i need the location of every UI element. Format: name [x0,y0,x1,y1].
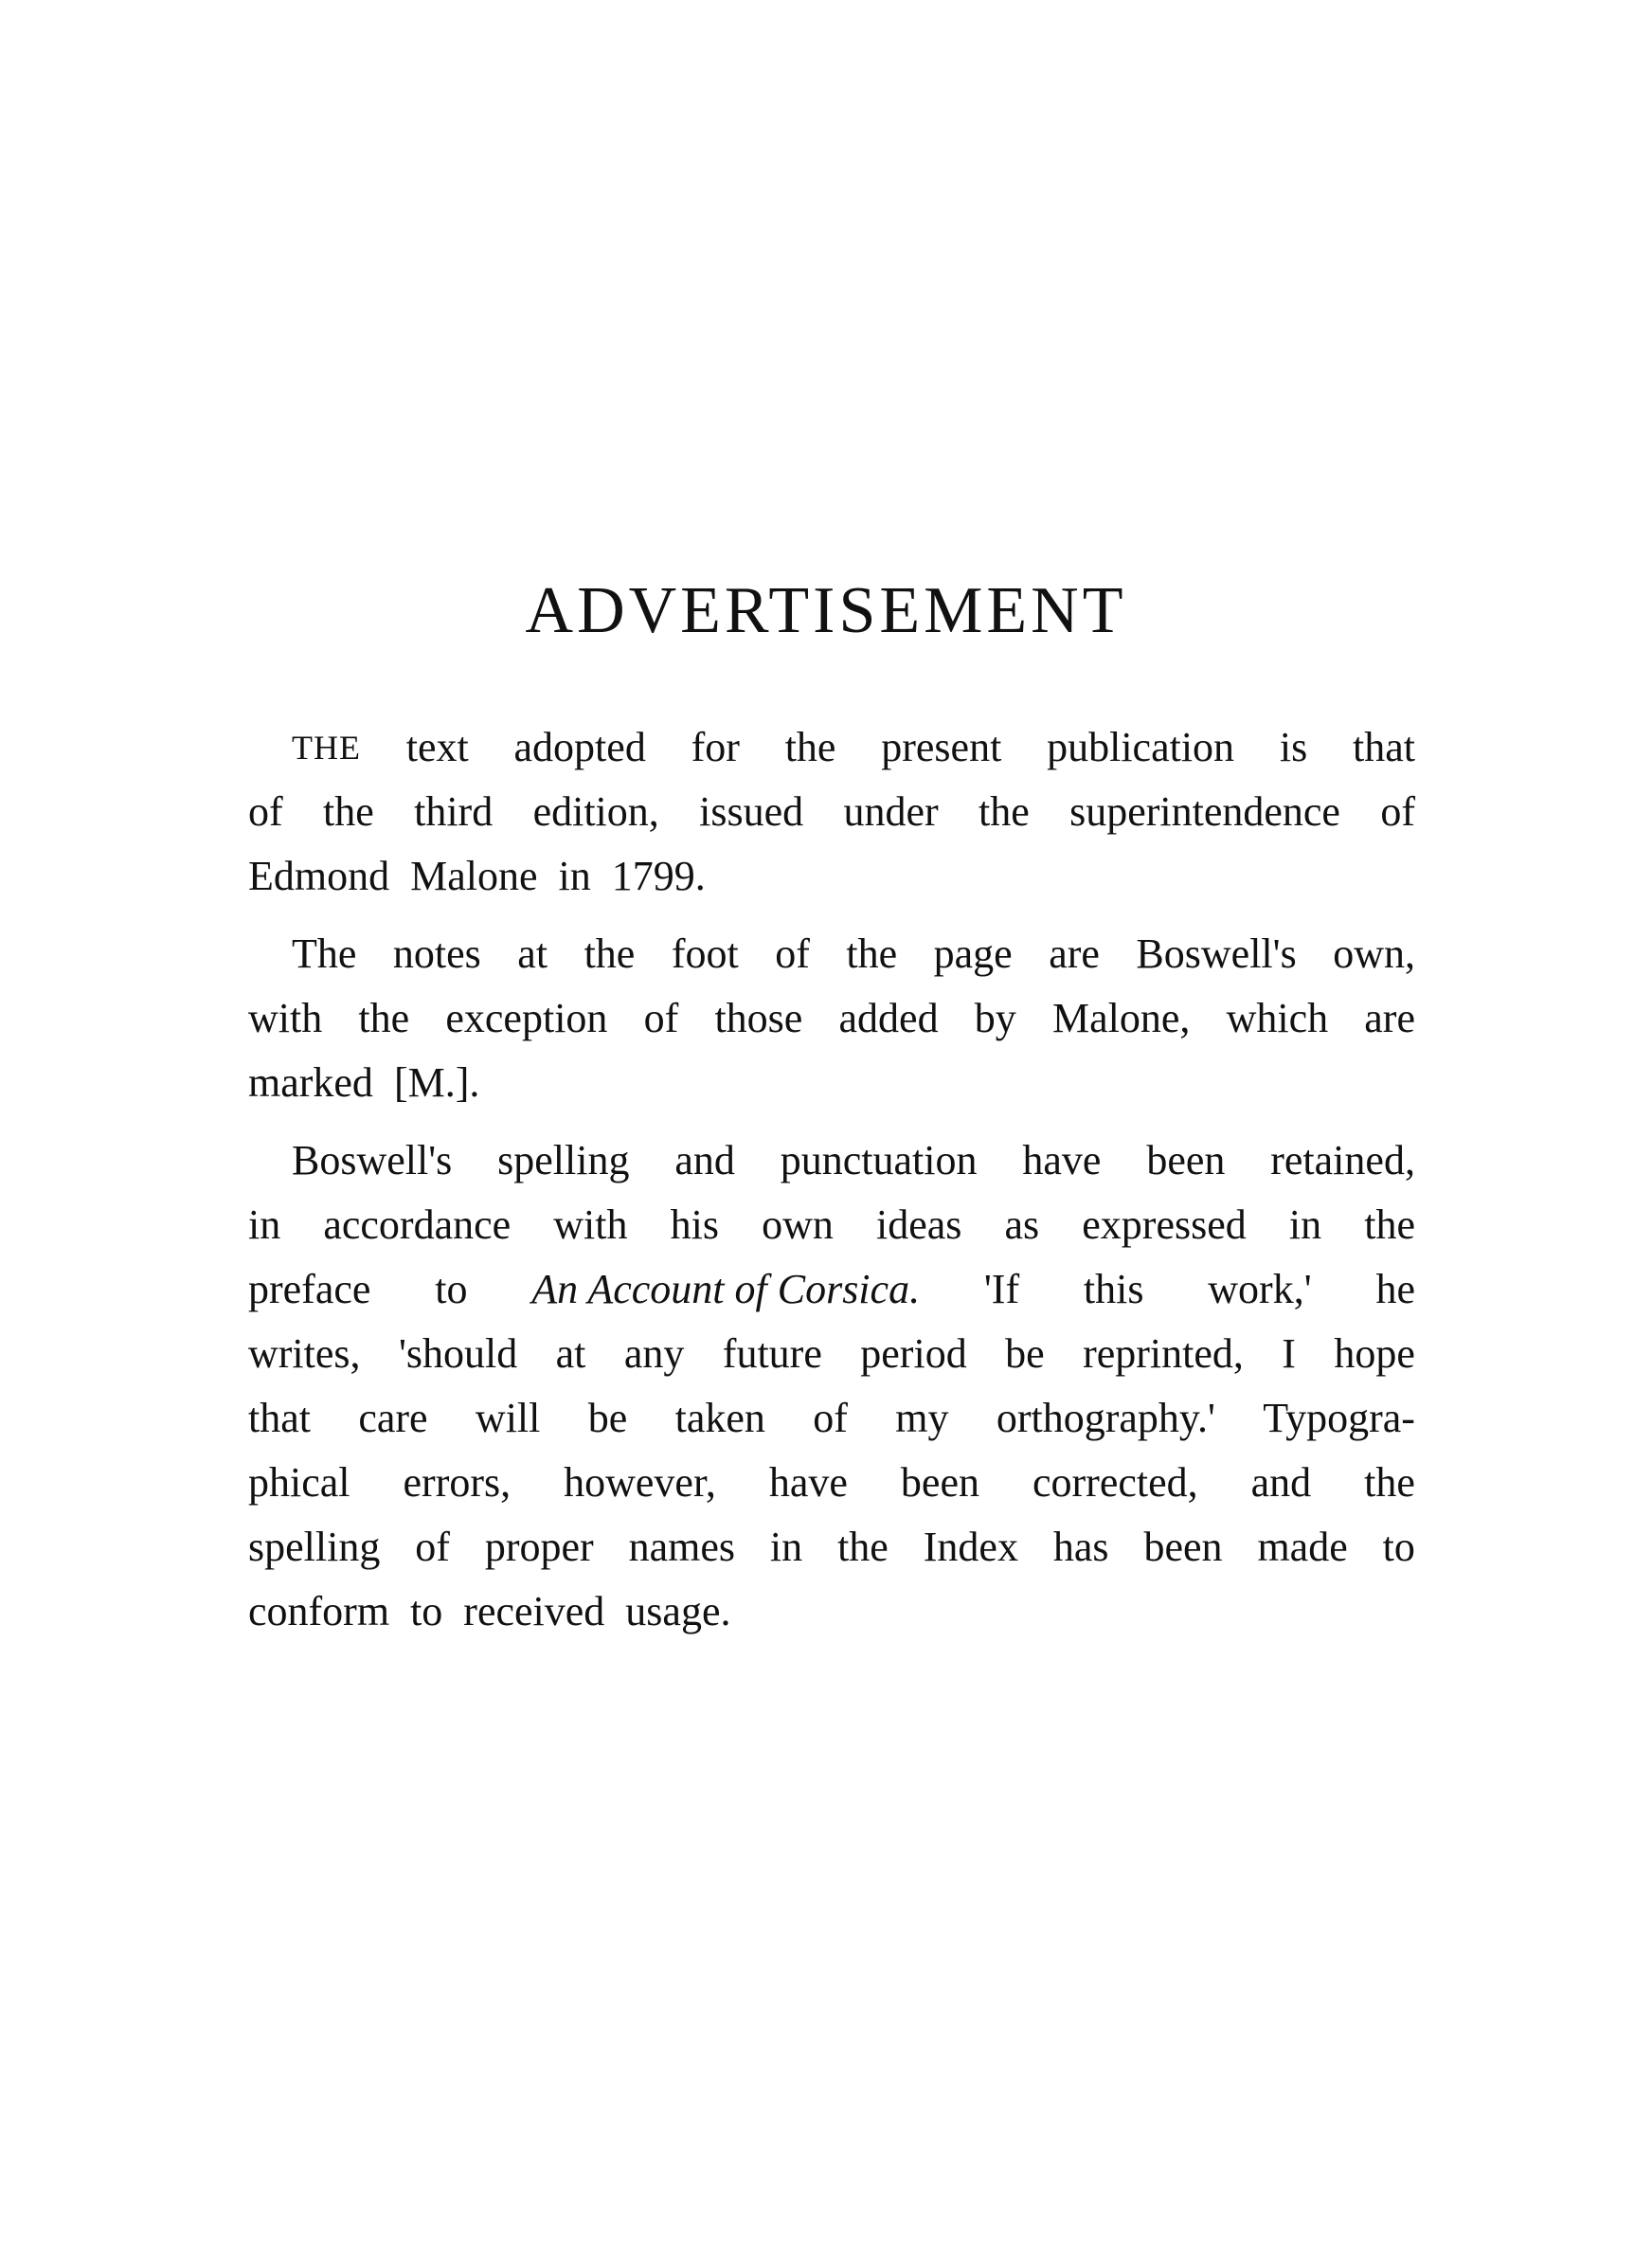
word: received [463,1588,605,1634]
word: of [643,995,679,1041]
word: 'should [398,1330,518,1377]
word: Typogra- [1263,1395,1415,1441]
word: in [1288,1201,1322,1248]
word: orthography.' [996,1395,1215,1441]
word: the [837,1524,889,1570]
word: page [933,930,1013,977]
word: accordance [323,1201,512,1248]
word: in [769,1524,803,1570]
word: [M.]. [393,1059,480,1106]
word: will [475,1395,541,1441]
word: to [435,1266,468,1312]
word: the [1364,1201,1415,1248]
text-line [248,922,1415,986]
word: present [881,724,1002,770]
word: the [978,788,1030,835]
word: names [628,1524,735,1570]
word: usage. [625,1588,731,1634]
word: any [623,1330,685,1377]
word: text [405,724,469,770]
word: retained, [1270,1137,1415,1183]
word: proper [484,1524,594,1570]
text-line [248,1128,1415,1193]
word: THE [292,729,361,767]
word: of [1380,788,1415,835]
word: own [762,1201,834,1248]
word: work,' [1208,1266,1312,1312]
word: spelling [248,1524,381,1570]
word: been [900,1459,979,1506]
word: notes [392,930,481,977]
word: been [1146,1137,1226,1183]
word: future [722,1330,822,1377]
word: phical [248,1459,350,1506]
word: been [1143,1524,1223,1570]
paragraph-2 [248,922,1415,1115]
word: corrected, [1032,1459,1198,1506]
word: writes, [248,1330,361,1377]
word: be [1005,1330,1045,1377]
word: Edmond [248,853,390,899]
text-line [248,1451,1415,1515]
word: Index [923,1524,1018,1570]
word: is [1279,724,1308,770]
word: own, [1333,930,1415,977]
word: made [1257,1524,1348,1570]
text-line [248,844,1415,909]
word: in [248,1201,281,1248]
word: that [1352,724,1415,770]
word: as [1004,1201,1040,1248]
word: by [974,995,1016,1041]
word: which [1226,995,1329,1041]
page-title: ADVERTISEMENT [525,574,1127,647]
word: issued [699,788,804,835]
word: third [414,788,494,835]
word: superintendence [1069,788,1340,835]
word: 1799. [611,853,706,899]
word: for [691,724,740,770]
word: the [323,788,374,835]
word: spelling [497,1137,630,1183]
word: Malone [410,853,538,899]
word: at [555,1330,586,1377]
word: under [843,788,939,835]
word: ideas [875,1201,962,1248]
word: period [860,1330,967,1377]
word: of [415,1524,450,1570]
word: however, [564,1459,716,1506]
text-line [248,1386,1415,1451]
word: 'If [983,1266,1020,1312]
text-line [248,1580,1415,1644]
word: adopted [513,724,646,770]
word: that [248,1395,311,1441]
text-line [248,715,1415,780]
word: Malone, [1051,995,1191,1041]
word: and [674,1137,735,1183]
word: have [1022,1137,1102,1183]
word: the [784,724,836,770]
word: I [1282,1330,1296,1377]
text-line [248,1322,1415,1386]
text-line [248,1515,1415,1580]
word: are [1049,930,1100,977]
word: the [358,995,410,1041]
text-line [248,780,1415,844]
word: Boswell's [292,1137,453,1183]
paragraph-1 [248,715,1415,909]
word: exception [445,995,608,1041]
word: publication [1047,724,1235,770]
word: punctuation [780,1137,978,1183]
word: Boswell's [1136,930,1297,977]
word: of [248,788,283,835]
word: of [775,930,810,977]
word: with [248,995,323,1041]
text-line [248,1051,1415,1115]
word: expressed [1082,1201,1247,1248]
word: with [553,1201,628,1248]
text-line [248,1257,1415,1322]
word: are [1364,995,1415,1041]
body-text [248,715,1415,1657]
word: reprinted, [1083,1330,1244,1377]
word: in [558,853,591,899]
word: has [1052,1524,1109,1570]
word: the [1364,1459,1415,1506]
text-line [248,986,1415,1051]
word: the [584,930,636,977]
word: marked [248,1059,373,1106]
word: added [838,995,939,1041]
word: hope [1334,1330,1415,1377]
word: my [895,1395,949,1441]
word: to [410,1588,443,1634]
word: The [292,930,357,977]
text-line [248,1193,1415,1257]
word: conform [248,1588,390,1634]
word: have [768,1459,848,1506]
word: to [1382,1524,1415,1570]
word: he [1375,1266,1415,1312]
paragraph-3 [248,1128,1415,1644]
word: preface [248,1266,371,1312]
book-title: An Account of Corsica. [531,1266,921,1312]
word: edition, [532,788,659,835]
word: be [587,1395,628,1441]
word: foot [671,930,739,977]
word: the [846,930,898,977]
word: this [1083,1266,1144,1312]
word: his [670,1201,719,1248]
word: of [813,1395,848,1441]
word: those [714,995,803,1041]
word: care [358,1395,428,1441]
word: at [517,930,548,977]
word: taken [674,1395,765,1441]
word: errors, [403,1459,512,1506]
word: and [1250,1459,1312,1506]
